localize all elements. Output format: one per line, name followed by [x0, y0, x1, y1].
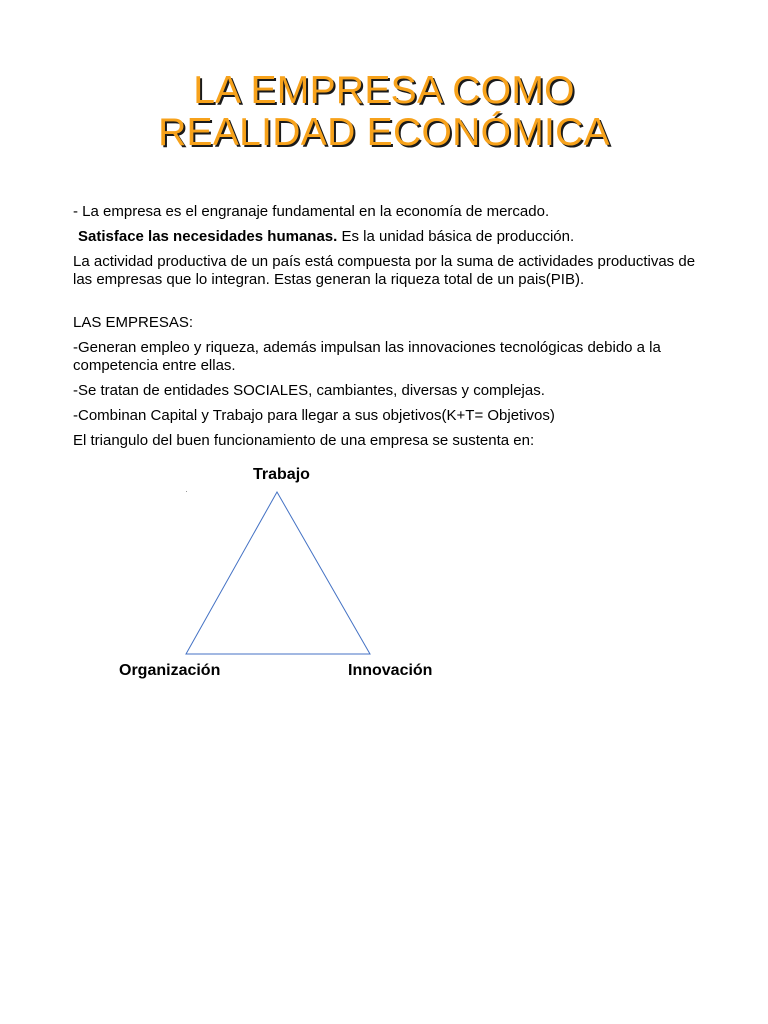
paragraph-sociales: -Se tratan de entidades SOCIALES, cambiantes, diversas y complejas.: [73, 382, 545, 399]
paragraph-economy: - La empresa es el engranaje fundamental en la economía de mercado.: [73, 203, 550, 220]
paragraph-capital-trabajo: -Combinan Capital y Trabajo para llegar a sus objetivos(K+T= Objetivos): [73, 407, 555, 424]
title-line-1: LA EMPRESA COMO: [193, 69, 575, 112]
paragraph-empleo: -Generan empleo y riqueza, además impulsan las innovaciones tecnológicas debido a la competencia entre ellas.: [73, 339, 661, 374]
triangle-label-trabajo: Trabajo: [253, 466, 310, 483]
paragraph-pib: La actividad productiva de un país está compuesta por la suma de actividades productivas de las empresas que lo integran. Estas generan la riqueza total de un pais(PIB).: [73, 253, 696, 288]
paragraph-needs-bold: Satisface las necesidades humanas.: [78, 228, 338, 245]
paragraph-needs-rest: Es la unidad básica de producción.: [337, 228, 575, 245]
title-line-2: REALIDAD ECONÓMICA: [158, 111, 610, 154]
triangle-label-innovacion: Innovación: [348, 662, 433, 679]
triangle-shape: [186, 492, 370, 654]
triangle-label-organizacion: Organización: [119, 662, 221, 679]
paragraph-triangulo: El triangulo del buen funcionamiento de una empresa se sustenta en:: [73, 432, 535, 449]
paragraph-las-empresas: LAS EMPRESAS:: [73, 314, 194, 331]
